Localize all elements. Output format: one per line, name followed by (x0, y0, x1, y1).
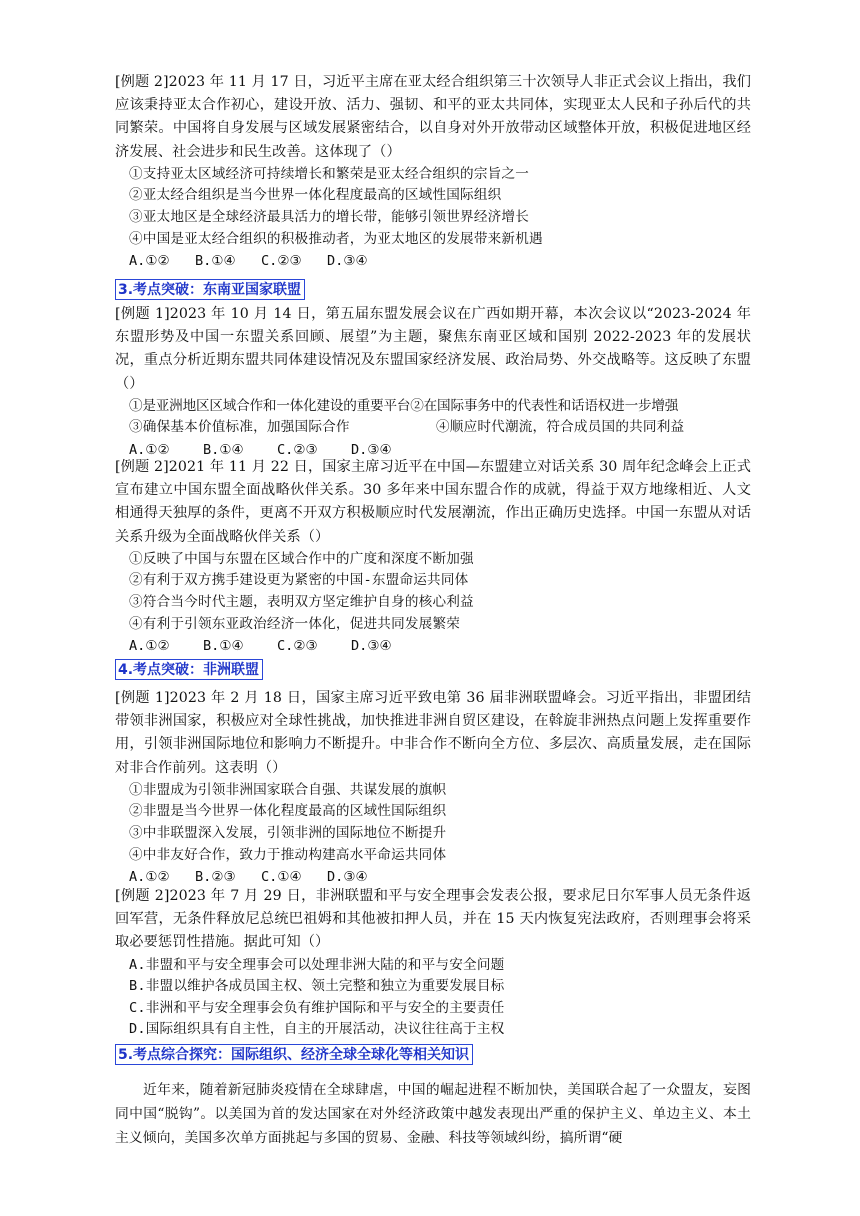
option-a: A.非盟和平与安全理事会可以处理非洲大陆的和平与安全问题 (129, 956, 505, 973)
option-3: ③确保基本价值标准，加强国际合作 (129, 419, 350, 436)
question-asean-1 (115, 303, 751, 461)
question-au-1 (115, 687, 751, 888)
section-heading-african-union: 4.考点突破：非洲联盟 (115, 659, 263, 680)
question-stem: [例题 2]2021 年 11 月 22 日，国家主席习近平在中国—东盟建立对话关系 30 周年纪念峰会上正式宣布建立中国东盟全面战略伙伴关系。30 多年来中国东盟合作的成就，得益于双方地缘相近、人文相通得天独厚的条件，更离不开双方积极顺应时代发展潮流，作出正确历史选择。中国一东盟从对话关系升级为全面战略伙伴关系（） (115, 459, 751, 545)
choice-c: C.②③ (261, 253, 302, 270)
choice-a: A.①② (129, 442, 170, 458)
section-heading-comprehensive: 5.考点综合探究：国际组织、经济全球全球化等相关知识 (115, 1044, 473, 1065)
passage-text: 近年来，随着新冠肺炎疫情在全球肆虐，中国的崛起进程不断加快，美国联合起了一众盟友，妄图同中国“脱钩”。以美国为首的发达国家在对外经济政策中越发表现出严重的保护主义、单边主义、本土主义倾向，美国多次单方面挑起与多国的贸易、金融、科技等领域纠纷，搞所谓“硬 (115, 1082, 751, 1146)
choice-b: B.①④ (203, 442, 244, 458)
choice-d: D.③④ (327, 253, 368, 270)
option-4: ④中非友好合作，致力于推动构建高水平命运共同体 (129, 846, 447, 863)
question-stem: [例题 2]2023 年 11 月 17 日，习近平主席在亚太经合组织第三十次领导人非正式会议上指出，我们应该秉持亚太合作初心，建设开放、活力、强韧、和平的亚太共同体，实现亚太人民和子孙后代的共同繁荣。中国将自身发展与区域发展紧密结合，以自身对外开放带动区域整体开放，积极促进地区经济发展、社会进步和民生改善。这体现了（） (115, 74, 751, 160)
choice-d: D.③④ (351, 442, 392, 458)
question-au-2 (115, 885, 751, 1041)
choice-d: D.③④ (327, 869, 368, 886)
choice-a: A.①② (129, 253, 170, 270)
option-3: ③符合当今时代主题，表明双方坚定维护自身的核心利益 (129, 594, 474, 610)
option-2: ②非盟是当今世界一体化程度最高的区域性国际组织 (129, 803, 447, 820)
question-stem: [例题 1]2023 年 10 月 14 日，第五届东盟发展会议在广西如期开幕，本次会议以“2023-2024 年东盟形势及中国一东盟关系回顾、展望”为主题，聚焦东南亚区域和国别 2022-2023 年的发展状况，重点分析近期东盟共同体建设情况及东盟国家经济发展、政治局势、外交战略等。这反映了东盟（） (115, 306, 751, 392)
option-c: C.非洲和平与安全理事会负有维护国际和平与安全的主要责任 (129, 999, 505, 1016)
option-3: ③中非联盟深入发展，引领非洲的国际地位不断提升 (129, 825, 447, 841)
question-stem: [例题 1]2023 年 2 月 18 日，国家主席习近平致电第 36 届非洲联盟峰会。习近平指出，非盟团结带领非洲国家，积极应对全球性挑战，加快推进非洲自贸区建设，在斡旋非洲热点问题上发挥重要作用，引领非洲国际地位和影响力不断提升。中非合作不断向全方位、多层次、高质量发展，走在国际对非合作前列。这表明（） (115, 690, 751, 776)
choice-d: D.③④ (351, 638, 392, 655)
choice-b: B.②③ (195, 869, 236, 886)
option-2: ②有利于双方携手建设更为紧密的中国-东盟命运共同体 (129, 572, 469, 589)
choice-a: A.①② (129, 869, 170, 886)
choice-b: B.①④ (203, 638, 244, 655)
option-d: D.国际组织具有自主性，自主的开展活动，决议往往高于主权 (129, 1021, 505, 1038)
question-apec (115, 71, 751, 272)
option-1: ①非盟成为引领非洲国家联合自强、共谋发展的旗帜 (129, 781, 447, 798)
question-asean-2 (115, 456, 751, 657)
choice-b: B.①④ (195, 253, 236, 270)
option-4: ④顺应时代潮流，符合成员国的共同利益 (436, 419, 685, 436)
choice-c: C.②③ (277, 442, 318, 458)
section-heading-asean: 3.考点突破：东南亚国家联盟 (115, 279, 305, 300)
option-1: ①支持亚太区域经济可持续增长和繁荣是亚太经合组织的宗旨之一 (129, 165, 530, 182)
choice-c: C.②③ (277, 638, 318, 655)
closing-passage (115, 1078, 751, 1150)
option-4: ④有利于引领东亚政治经济一体化，促进共同发展繁荣 (129, 615, 461, 632)
option-3: ③亚太地区是全球经济最具活力的增长带，能够引领世界经济增长 (129, 209, 530, 225)
choice-c: C.①④ (261, 869, 302, 886)
option-b: B.非盟以维护各成员国主权、领土完整和独立为重要发展目标 (129, 978, 505, 995)
question-stem: [例题 2]2023 年 7 月 29 日，非洲联盟和平与安全理事会发表公报，要求尼日尔军事人员无条件返回军营，无条件释放尼总统巴祖姆和其他被扣押人员，并在 15 天内恢复宪法政府，否则理事会将采取必要惩罚性措施。据此可知（） (115, 888, 751, 951)
option-line-2 (115, 417, 751, 439)
option-line-1: ①是亚洲地区区域合作和一体化建设的重要平台②在国际事务中的代表性和话语权进一步增强 (129, 397, 679, 414)
option-1: ①反映了中国与东盟在区域合作中的广度和深度不断加强 (129, 550, 474, 567)
option-4: ④中国是亚太经合组织的积极推动者，为亚太地区的发展带来新机遇 (129, 230, 543, 247)
choice-a: A.①② (129, 638, 170, 655)
option-2: ②亚太经合组织是当今世界一体化程度最高的区域性国际组织 (129, 187, 502, 204)
answer-choices (115, 250, 751, 272)
answer-choices (115, 635, 751, 657)
